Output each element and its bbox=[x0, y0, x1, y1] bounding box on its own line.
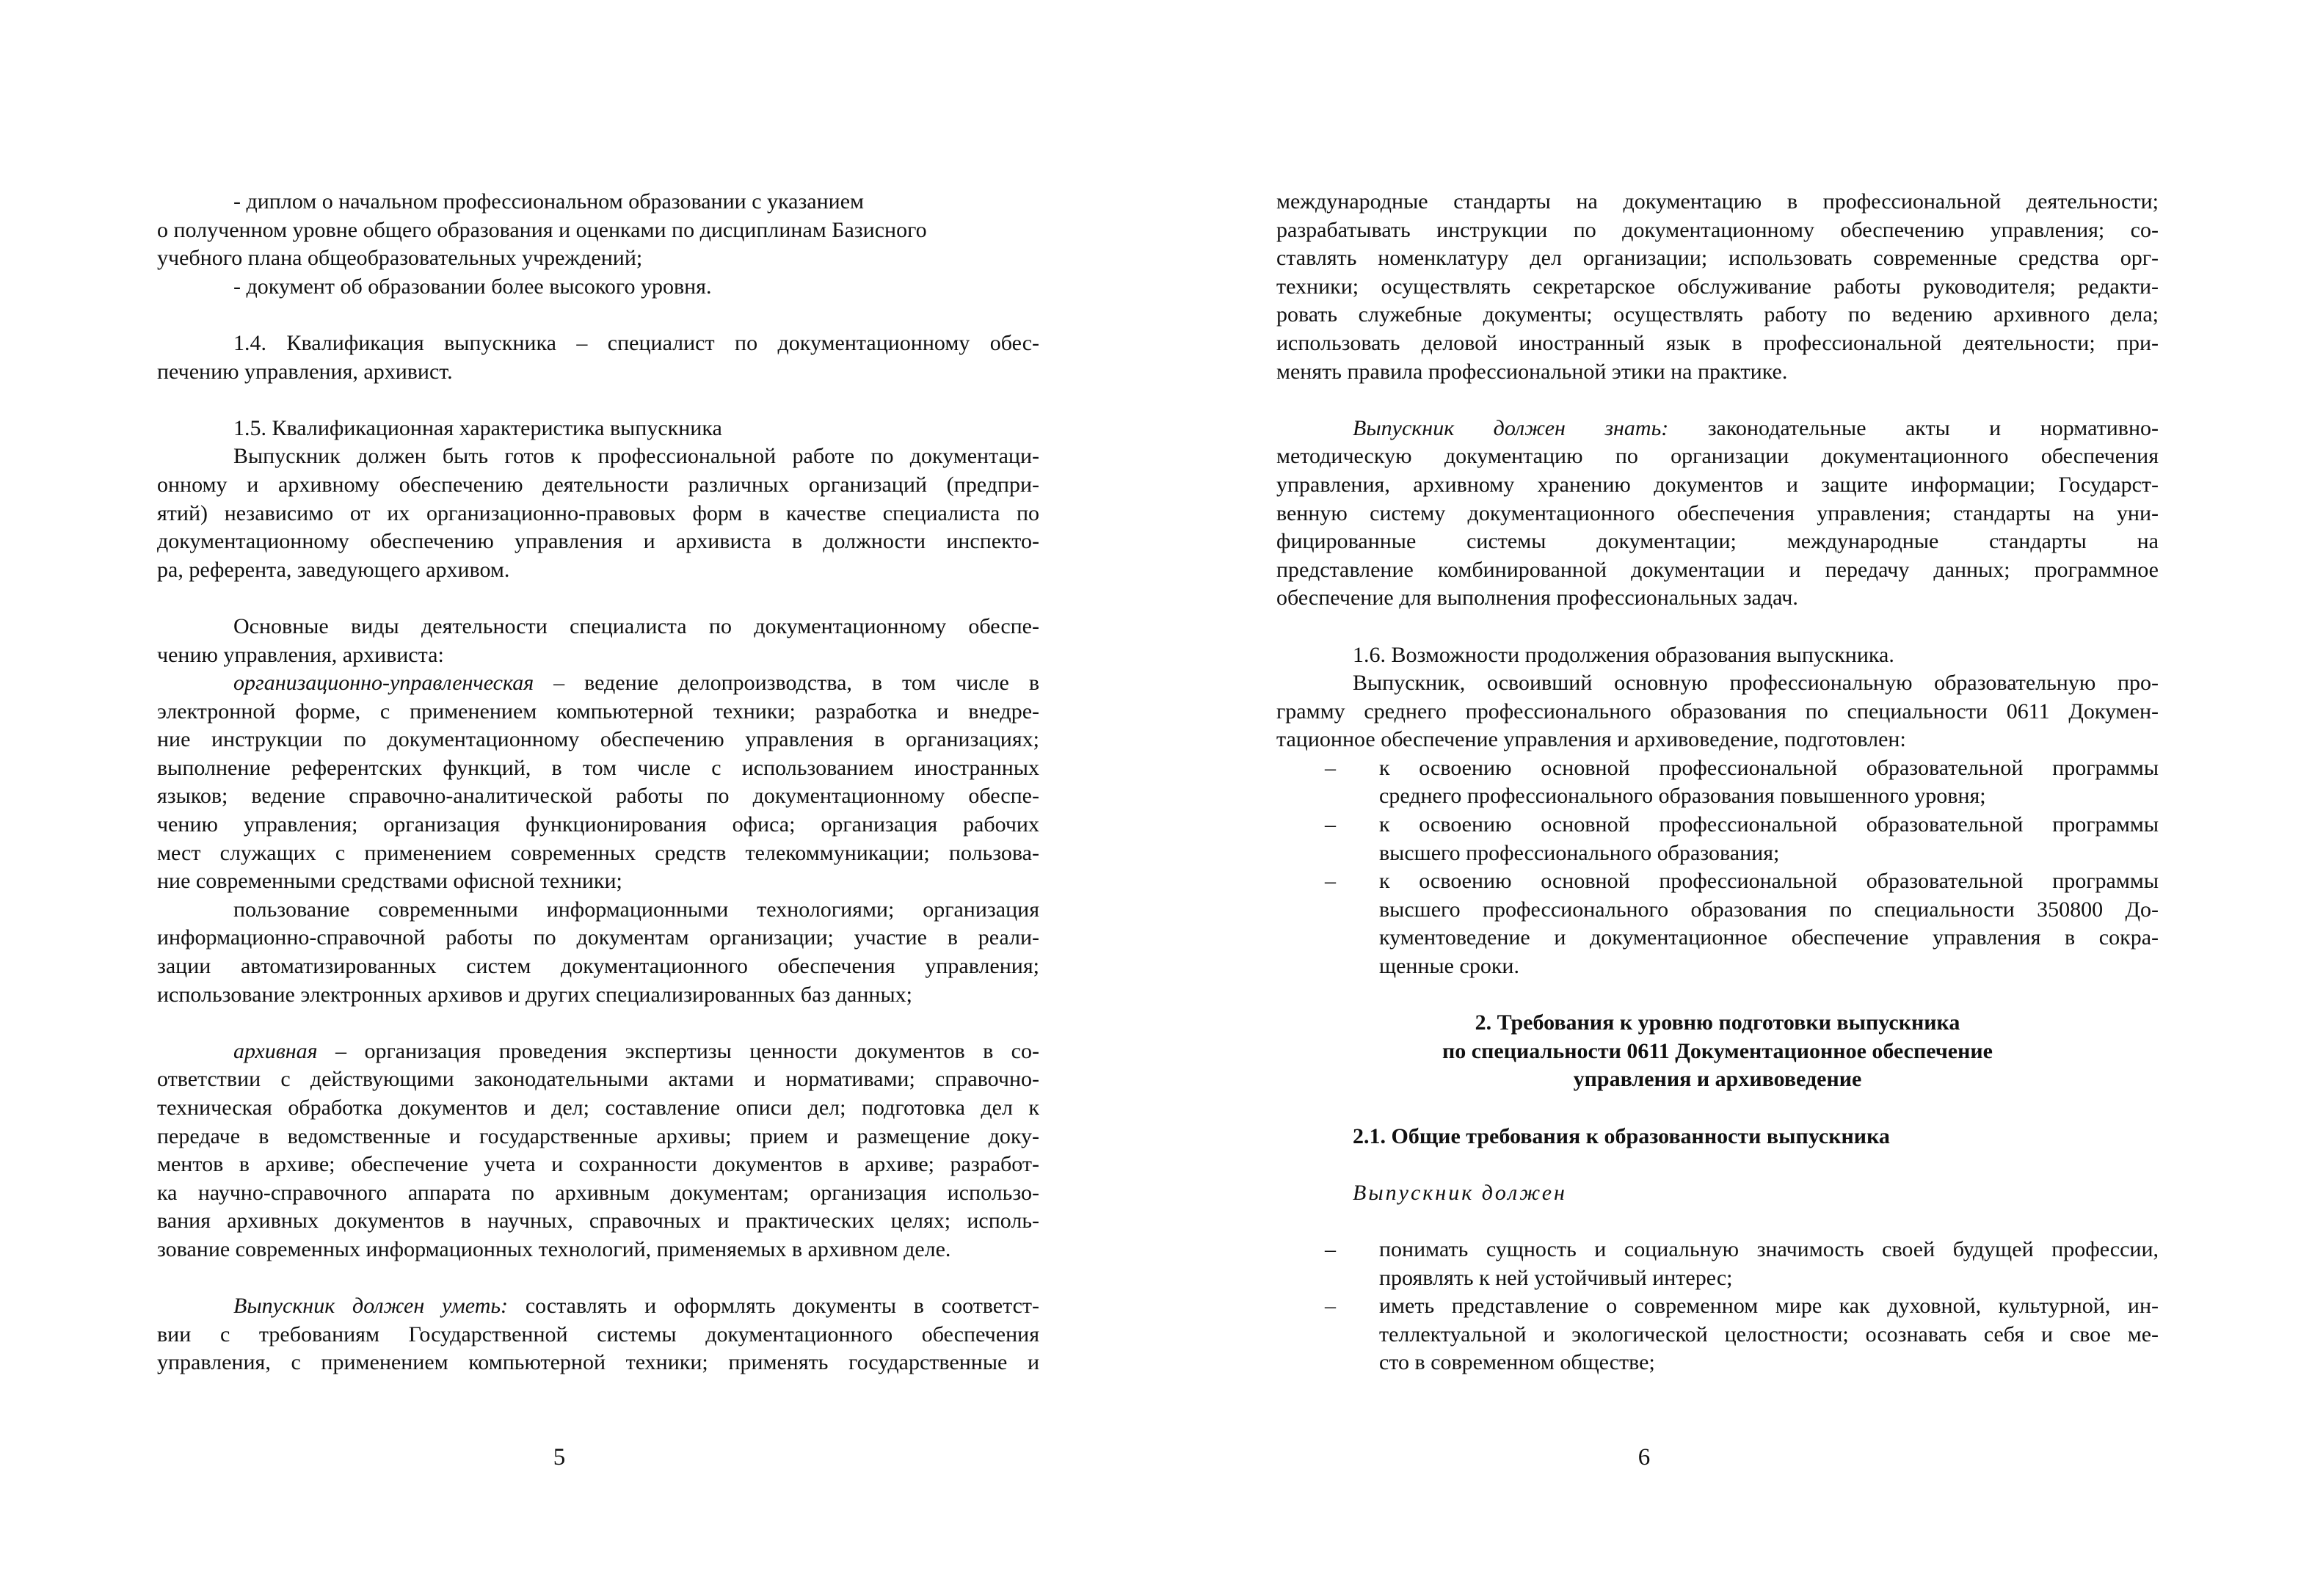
dash-bullet: – bbox=[1325, 1236, 1336, 1261]
text-line: чению управления, архивиста: bbox=[157, 642, 444, 667]
text-line: вии с требованиям Государственной системы документационного обеспечения bbox=[157, 1322, 1039, 1347]
text-line: ятий) независимо от их организационно-правовых форм в качестве специалиста по bbox=[157, 500, 1039, 525]
text-line: - документ об образовании более высокого уровня. bbox=[233, 274, 712, 299]
text-line: менять правила профессиональной этики на практике. bbox=[1276, 359, 1788, 384]
text-line: обеспечение для выполнения профессиональных задач. bbox=[1276, 586, 1798, 611]
list-item-cont: кументоведение и документационное обеспечение управления в сокра- bbox=[1379, 925, 2159, 950]
text-line: пользование современными информационными технологиями; организация bbox=[233, 897, 1039, 922]
text-line: ние современными средствами офисной техники; bbox=[157, 869, 622, 894]
italic-lead: Выпускник должен bbox=[1353, 1180, 1567, 1205]
text-line: информационно-справочной работы по документам организации; участие в реали- bbox=[157, 925, 1039, 950]
list-item: – понимать сущность и социальную значимость своей будущей профессии, bbox=[1276, 1236, 2159, 1264]
text-line: зование современных информационных технологий, применяемых в архивном деле. bbox=[157, 1236, 951, 1261]
text-line: представление комбинированной документации и передачу данных; программное bbox=[1276, 557, 2159, 582]
text-line: ра, референта, заведующего архивом. bbox=[157, 557, 510, 582]
text-line: фицированные системы документации; международные стандарты на bbox=[1276, 529, 2159, 554]
text-line: организационно-управленческая – ведение делопроизводства, в том числе в bbox=[233, 671, 1039, 696]
text-line: мест служащих с применением современных средств телекоммуникации; пользова- bbox=[157, 840, 1039, 865]
text-line: техники; осуществлять секретарское обслуживание работы руководителя; редакти- bbox=[1276, 274, 2159, 299]
text-line: использовать деловой иностранный язык в профессиональной деятельности; при- bbox=[1276, 330, 2159, 355]
text-line: разрабатывать инструкции по документационному обеспечению управления; со- bbox=[1276, 217, 2159, 242]
text-line: архивная – организация проведения экспертизы ценности документов в со- bbox=[233, 1038, 1039, 1063]
chapter-heading: управления и архивоведение bbox=[1573, 1067, 1862, 1092]
text-line: о полученном уровне общего образования и оценками по дисциплинам Базисного bbox=[157, 217, 927, 242]
text-line: ставлять номенклатуру дел организации; использовать современные средства орг- bbox=[1276, 246, 2159, 271]
text-line: ментов в архиве; обеспечение учета и сохранности документов в архиве; разработ- bbox=[157, 1152, 1039, 1177]
text-line: передаче в ведомственные и государственные архивы; прием и размещение доку- bbox=[157, 1123, 1039, 1148]
italic-term: организационно-управленческая bbox=[233, 671, 534, 696]
dash-bullet: – bbox=[1325, 755, 1336, 780]
italic-term: Выпускник должен знать: bbox=[1353, 415, 1669, 440]
list-item: – к освоению основной профессиональной образовательной программы bbox=[1276, 867, 2159, 896]
text-line: методическую документацию по организации документационного обеспечения bbox=[1276, 444, 2159, 469]
text-line: Выпускник, освоивший основную профессиональную образовательную про- bbox=[1353, 671, 2159, 696]
text-line: техническая обработка документов и дел; составление описи дел; подготовка дел к bbox=[157, 1096, 1039, 1120]
text-line: вания архивных документов в научных, справочных и практических целях; исполь- bbox=[157, 1209, 1039, 1234]
text-line: учебного плана общеобразовательных учреждений; bbox=[157, 246, 643, 271]
text-line: Основные виды деятельности специалиста по документационному обеспе- bbox=[233, 613, 1039, 638]
right-page-text bbox=[1276, 188, 2159, 1377]
text-line: Выпускник должен уметь: составлять и оформлять документы в соответст- bbox=[233, 1294, 1039, 1319]
text-line: использование электронных архивов и других специализированных баз данных; bbox=[157, 982, 912, 1007]
text-line: управления, архивному хранению документов и защите информации; Государст- bbox=[1276, 472, 2159, 497]
list-item-cont: проявлять к ней устойчивый интерес; bbox=[1379, 1265, 1733, 1290]
text-line: - диплом о начальном профессиональном образовании с указанием bbox=[233, 189, 865, 214]
list-item-cont: высшего профессионального образования по специальности 350800 До- bbox=[1379, 897, 2159, 922]
dash-bullet: – bbox=[1325, 812, 1336, 837]
list-item: – к освоению основной профессиональной образовательной программы bbox=[1276, 811, 2159, 839]
text-line: Выпускник должен знать: законодательные акты и нормативно- bbox=[1353, 415, 2159, 440]
section-heading: 1.5. Квалификационная характеристика выпускника bbox=[233, 415, 722, 440]
right-page bbox=[1156, 0, 2312, 1596]
text-line: грамму среднего профессионального образования по специальности 0611 Докумен- bbox=[1276, 699, 2159, 724]
list-item-cont: теллектуальной и экологической целостности; осознавать себя и свое ме- bbox=[1379, 1322, 2159, 1347]
text-line: Выпускник должен быть готов к профессиональной работе по документаци- bbox=[233, 444, 1039, 469]
italic-term: архивная bbox=[233, 1038, 318, 1063]
text-line: ние инструкции по документационному обеспечению управления в организациях; bbox=[157, 727, 1039, 752]
text-line: зации автоматизированных систем документационного обеспечения управления; bbox=[157, 954, 1039, 979]
text-line: международные стандарты на документацию в профессиональной деятельности; bbox=[1276, 189, 2159, 214]
dash-bullet: – bbox=[1325, 869, 1336, 894]
text-line: печению управления, архивист. bbox=[157, 359, 453, 384]
text-line: 1.4. Квалификация выпускника – специалист по документационному обес- bbox=[233, 330, 1039, 355]
text-line: языков; ведение справочно-аналитической работы по документационному обеспе- bbox=[157, 784, 1039, 809]
list-item-cont: щенные сроки. bbox=[1379, 954, 1519, 979]
list-item: – иметь представление о современном мире как духовной, культурной, ин- bbox=[1276, 1292, 2159, 1321]
list-item-cont: среднего профессионального образования повышенного уровня; bbox=[1379, 784, 1986, 809]
list-item-cont: высшего профессионального образования; bbox=[1379, 840, 1780, 865]
text-line: тационное обеспечение управления и архивоведение, подготовлен: bbox=[1276, 727, 1906, 752]
text-line: ответствии с действующими законодательными актами и нормативами; справочно- bbox=[157, 1067, 1039, 1092]
dash-bullet: – bbox=[1325, 1294, 1336, 1319]
list-item: – к освоению основной профессиональной образовательной программы bbox=[1276, 754, 2159, 783]
list-item-cont: сто в современном обществе; bbox=[1379, 1350, 1655, 1375]
section-heading: 1.6. Возможности продолжения образования выпускника. bbox=[1353, 642, 1894, 667]
text-line: электронной форме, с применением компьютерной техники; разработка и внедре- bbox=[157, 699, 1039, 724]
left-page-text bbox=[157, 188, 1039, 1377]
chapter-heading: 2. Требования к уровню подготовки выпускника bbox=[1475, 1010, 1960, 1035]
text-line: венную систему документационного обеспечения управления; стандарты на уни- bbox=[1276, 500, 2159, 525]
text-line: чению управления; организация функционирования офиса; организация рабочих bbox=[157, 812, 1039, 837]
text-line: управления, с применением компьютерной техники; применять государственные и bbox=[157, 1350, 1039, 1375]
text-line: ка научно-справочного аппарата по архивным документам; организация использо- bbox=[157, 1180, 1039, 1205]
text-line: выполнение референтских функций, в том числе с использованием иностранных bbox=[157, 755, 1039, 780]
page-number: 5 bbox=[553, 1444, 566, 1471]
subsection-heading: 2.1. Общие требования к образованности выпускника bbox=[1353, 1123, 1890, 1148]
text-line: документационному обеспечению управления и архивиста в должности инспекто- bbox=[157, 529, 1039, 554]
page-number: 6 bbox=[1637, 1444, 1651, 1471]
text-line: ровать служебные документы; осуществлять работу по ведению архивного дела; bbox=[1276, 302, 2159, 327]
text-line: онному и архивному обеспечению деятельности различных организаций (предпри- bbox=[157, 472, 1039, 497]
chapter-heading: по специальности 0611 Документационное обеспечение bbox=[1442, 1038, 1993, 1063]
italic-term: Выпускник должен уметь: bbox=[233, 1294, 509, 1319]
